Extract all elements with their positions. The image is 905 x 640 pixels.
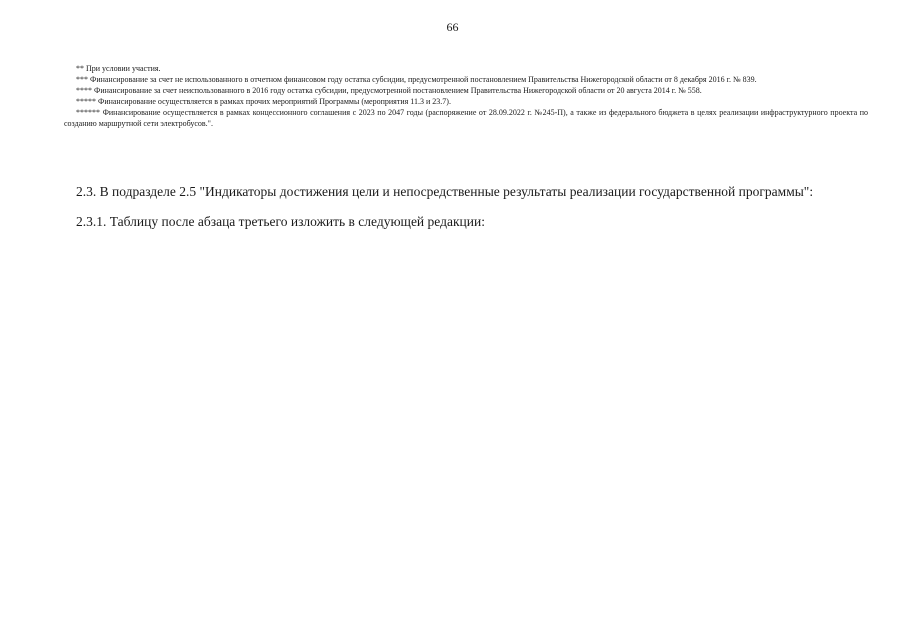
footnote-4: ***** Финансирование осуществляется в рамках прочих мероприятий Программы (мероприятия 11.3 и 23.7). (76, 97, 451, 106)
paragraph-2-3-1: 2.3.1. Таблицу после абзаца третьего изложить в следующей редакции: (76, 214, 485, 229)
footnotes (64, 63, 868, 129)
paragraph-2-3: 2.3. В подразделе 2.5 "Индикаторы достижения цели и непосредственные результаты реализации государственной программы": (76, 184, 814, 199)
body-text (64, 180, 868, 234)
page-number: 66 (446, 20, 459, 34)
footnote-5: ****** Финансирование осуществляется в рамках концессионного соглашения с 2023 по 2047 годы (распоряжение от 28.09.2022 г. №245-П), а также из федерального бюджета в целях реализации инфраструктурного проекта по созданию маршрутной сети электробусов.". (64, 108, 868, 128)
footnote-1: ** При условии участия. (76, 64, 161, 73)
footnote-3: **** Финансирование за счет неиспользованного в 2016 году остатка субсидии, предусмотренной постановлением Правительства Нижегородской области от 20 августа 2014 г. № 558. (76, 86, 702, 95)
footnote-2: *** Финансирование за счет не использованного в отчетном финансовом году остатка субсидии, предусмотренной постановлением Правительства Нижегородской области от 8 декабря 2016 г. № 839. (76, 75, 757, 84)
